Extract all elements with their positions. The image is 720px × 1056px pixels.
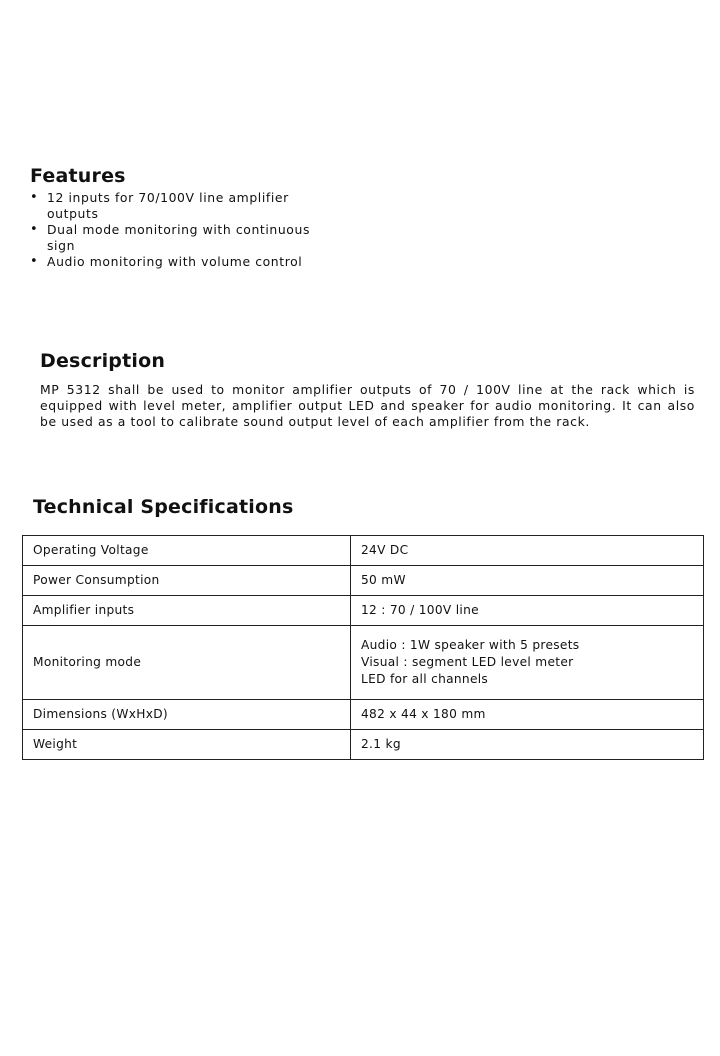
spec-value-line: 24V DC	[361, 543, 409, 557]
feature-item-text: Audio monitoring with volume control	[47, 254, 303, 269]
spec-label: Monitoring mode	[23, 626, 351, 700]
spec-label: Weight	[23, 730, 351, 760]
spec-value-line: 482 x 44 x 180 mm	[361, 707, 486, 721]
description-heading: Description	[40, 350, 166, 372]
spec-label: Power Consumption	[23, 566, 351, 596]
bullet-icon: •	[30, 190, 39, 205]
bullet-icon: •	[30, 254, 39, 269]
spec-value-line: LED for all channels	[361, 672, 489, 686]
description-text: MP 5312 shall be used to monitor amplifier outputs of 70 / 100V line at the rack which is equipped with level meter, amplifier output LED and speaker for audio monitoring. It can also be used as a tool to calibrate sound output level of each amplifier from the rack.	[40, 382, 695, 429]
spec-value-line: 50 mW	[361, 573, 406, 587]
spec-value	[351, 626, 704, 700]
spec-value	[351, 700, 704, 730]
spec-label: Amplifier inputs	[23, 596, 351, 626]
features-list	[30, 190, 320, 270]
table-row	[23, 566, 704, 596]
table-row	[23, 596, 704, 626]
specs-heading: Technical Specifications	[33, 496, 294, 518]
feature-item	[30, 222, 320, 254]
spec-value	[351, 536, 704, 566]
spec-value-line: 12 : 70 / 100V line	[361, 603, 479, 617]
feature-item-text: 12 inputs for 70/100V line amplifier outputs	[47, 190, 289, 221]
spec-value-line: Visual : segment LED level meter	[361, 655, 574, 669]
spec-value	[351, 730, 704, 760]
table-row	[23, 700, 704, 730]
table-row	[23, 730, 704, 760]
specs-table	[22, 535, 704, 760]
bullet-icon: •	[30, 222, 39, 237]
features-heading: Features	[30, 165, 126, 187]
feature-item-text: Dual mode monitoring with continuous sign	[47, 222, 310, 253]
spec-value-line: 2.1 kg	[361, 737, 401, 751]
feature-item	[30, 254, 320, 270]
spec-value	[351, 596, 704, 626]
spec-value	[351, 566, 704, 596]
table-row	[23, 626, 704, 700]
feature-item	[30, 190, 320, 222]
table-row	[23, 536, 704, 566]
spec-value-line: Audio : 1W speaker with 5 presets	[361, 638, 580, 652]
spec-label: Operating Voltage	[23, 536, 351, 566]
spec-label: Dimensions (WxHxD)	[23, 700, 351, 730]
